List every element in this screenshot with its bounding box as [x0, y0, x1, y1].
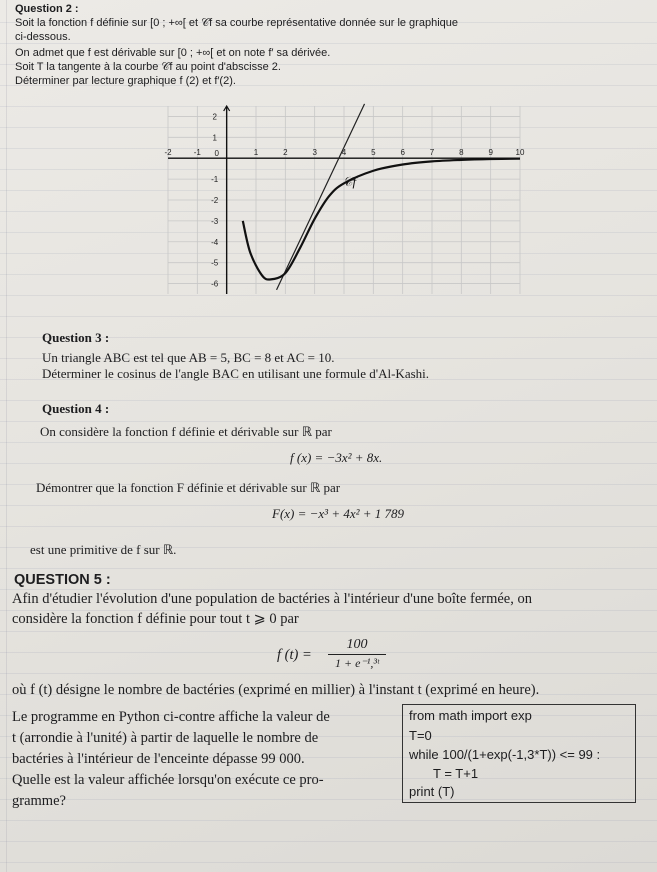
x-tick-label: -1	[193, 148, 201, 158]
ruled-line	[0, 589, 657, 590]
x-tick-label: 2	[283, 148, 288, 158]
q3-line2: Déterminer le cosinus de l'angle BAC en utilisant une formule d'Al-Kashi.	[42, 366, 430, 381]
q4-line1: On considère la fonction f définie et dérivable sur ℝ par	[40, 424, 332, 439]
y-tick-label: 0	[214, 149, 219, 159]
q2-line5: Déterminer par lecture graphique f (2) et f′(2).	[15, 75, 236, 87]
q4-formula-f: f (x) = −3x² + 8x.	[290, 450, 383, 465]
ruled-line	[0, 841, 657, 842]
page-margin-line	[6, 0, 7, 872]
x-tick-label: 1	[253, 148, 259, 158]
x-tick-label: 8	[459, 148, 464, 158]
q2-line1: Soit la fonction f définie sur [0 ; +∞[ et 𝒞f sa courbe représentative donnée sur le graphique	[15, 17, 458, 29]
q3-line1: Un triangle ABC est tel que AB = 5, BC = 8 et AC = 10.	[42, 350, 335, 365]
graph-grid	[168, 106, 520, 294]
code-line-2: T=0	[409, 728, 432, 743]
python-code-box	[402, 704, 636, 803]
tangent-line-T	[277, 104, 365, 290]
ruled-line	[0, 43, 657, 44]
q5-formula-numerator: 100	[328, 637, 386, 655]
q5-text-line-4: Quelle est la valeur affichée lorsqu'on exécute ce pro-	[12, 772, 324, 788]
q5-line1: Afin d'étudier l'évolution d'une population de bactéries à l'intérieur d'une boîte fermée, on	[12, 591, 532, 607]
x-tick-label: 3	[312, 148, 317, 158]
ruled-line	[0, 316, 657, 317]
ruled-line	[0, 631, 657, 632]
ruled-line	[0, 421, 657, 422]
y-tick-label: -2	[211, 196, 219, 205]
curve-Cf	[243, 159, 520, 280]
x-tick-label: -2	[164, 148, 172, 158]
q5-line2: considère la fonction f définie pour tout t ⩾ 0 par	[12, 611, 299, 627]
q4-line2: Démontrer que la fonction F définie et dérivable sur ℝ par	[36, 480, 341, 495]
y-tick-label: -1	[211, 175, 219, 185]
x-tick-label: 5	[371, 148, 376, 158]
q2-title: Question 2 :	[15, 3, 79, 15]
x-tick-label: 9	[488, 148, 493, 158]
y-tick-label: -3	[211, 216, 219, 226]
q2-line3: On admet que f est dérivable sur [0 ; +∞[ et on note f′ sa dérivée.	[15, 47, 331, 59]
q5-title: QUESTION 5 :	[14, 572, 111, 588]
x-tick-label: 6	[400, 148, 405, 158]
q2-line4: Soit T la tangente à la courbe 𝒞f au point d'abscisse 2.	[15, 61, 281, 73]
q5-text-line-5: gramme?	[12, 793, 66, 809]
q4-line3: est une primitive de f sur ℝ.	[30, 542, 177, 557]
y-tick-label: -5	[211, 258, 219, 268]
q5-formula-lhs: f (t) =	[277, 647, 312, 663]
q5-text-line-2: t (arrondie à l'unité) à partir de laquelle le nombre de	[12, 730, 319, 746]
y-tick-label: 2	[212, 112, 217, 122]
function-graph	[160, 100, 528, 300]
code-line-5: print (T)	[409, 784, 455, 799]
q3-title: Question 3 :	[42, 330, 110, 345]
q4-title: Question 4 :	[42, 401, 110, 416]
ruled-line	[0, 862, 657, 863]
q5-line3: où f (t) désigne le nombre de bactéries (exprimé en millier) à l'instant t (exprimé en heure).	[12, 682, 540, 698]
x-tick-label: 4	[341, 148, 347, 158]
ruled-line	[0, 442, 657, 443]
ruled-line	[0, 820, 657, 821]
code-line-3: while 100/(1+exp(-1,3*T)) <= 99 :	[409, 747, 601, 762]
ruled-line	[0, 568, 657, 569]
q4-formula-F: F(x) = −x³ + 4x² + 1 789	[272, 506, 405, 521]
x-tick-label: 10	[515, 148, 525, 158]
y-tick-label: -6	[211, 279, 219, 289]
ruled-line	[0, 526, 657, 527]
ruled-line	[0, 673, 657, 674]
q5-text-line-1: Le programme en Python ci-contre affiche la valeur de	[12, 709, 330, 725]
code-line-1: from math import exp	[409, 708, 532, 723]
y-tick-label: 1	[212, 133, 217, 143]
q5-formula-fraction	[328, 637, 386, 671]
q5-text-line-3: bactéries à l'intérieur de l'enceinte dépasse 99 000.	[12, 751, 305, 767]
x-tick-label: 7	[429, 148, 435, 158]
q5-formula-denominator: 1 + e⁻¹,³ᵗ	[335, 656, 379, 670]
q2-line2: ci-dessous.	[15, 31, 71, 43]
code-line-4: T = T+1	[433, 766, 479, 781]
curve-label: 𝒞f	[343, 174, 357, 189]
graph-y-tick-labels	[211, 112, 219, 288]
y-tick-label: -4	[211, 237, 219, 247]
